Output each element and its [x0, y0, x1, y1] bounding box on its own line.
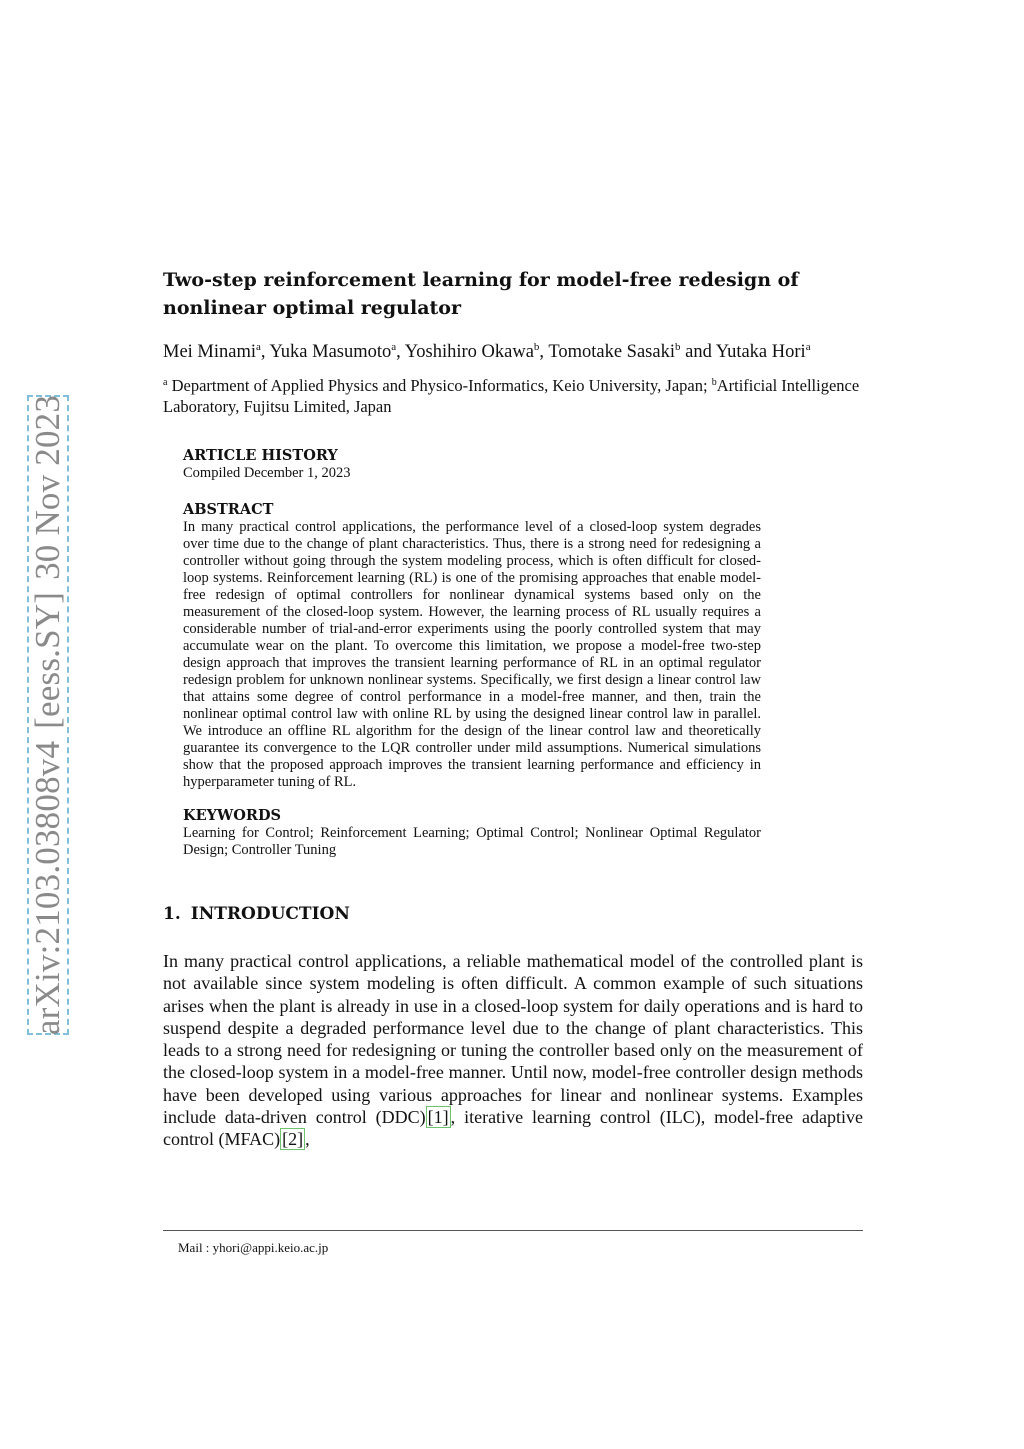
affiliation-mark-b: b	[711, 377, 717, 388]
author-name: Yuka Masumoto	[269, 342, 392, 362]
affiliation-mark-a: a	[163, 377, 168, 388]
author-affiliation-mark: a	[805, 341, 811, 353]
section-heading-introduction	[163, 903, 863, 925]
author-name: Tomotake Sasaki	[548, 342, 675, 362]
affiliation-b: Artificial Intelligence Laboratory, Fujitsu Limited, Japan	[163, 376, 860, 416]
author-affiliation-mark: b	[674, 341, 681, 353]
abstract-text: In many practical control applications, the performance level of a closed-loop system degrades over time due to the change of plant characteristics. Thus, there is a strong need for redesigning a controller without going through the system modeling process, which is often difficult for closed-loop systems. Reinforcement learning (RL) is one of the promising approaches that enable model-free redesign of optimal controllers for nonlinear dynamical systems based only on the measurement of the closed-loop system. However, the learning process of RL usually requires a considerable number of trial-and-error experiments using the poorly controlled system that may accumulate wear on the plant. To overcome this limitation, we propose a model-free two-step design approach that improves the transient learning performance of RL in an optimal regulator redesign problem for unknown nonlinear systems. Specifically, we first design a linear control law that attains some degree of control performance in a model-free manner, and then, train the nonlinear optimal control law with online RL by using the designed linear control law in parallel. We introduce an offline RL algorithm for the design of the linear control law and theoretically guarantee its convergence to the LQR controller under mild assumptions. Numerical simulations show that the proposed approach improves the transient learning performance and efficiency in hyperparameter tuning of RL.	[183, 519, 761, 790]
arxiv-category: [eess.SY]	[28, 591, 67, 729]
author-name: Mei Minami	[163, 342, 257, 362]
arxiv-id: arXiv:2103.03808v4	[28, 740, 67, 1036]
keywords-text: Learning for Control; Reinforcement Learning; Optimal Control; Nonlinear Optimal Regulator Design; Controller Tuning	[183, 825, 761, 858]
abstract	[183, 501, 761, 791]
compiled-date: Compiled December 1, 2023	[183, 465, 351, 481]
author-affiliation-mark: a	[256, 341, 261, 353]
keywords-heading: KEYWORDS	[183, 807, 282, 824]
section-title: INTRODUCTION	[190, 904, 350, 924]
arxiv-date: 30 Nov 2023	[28, 394, 67, 580]
article-history-heading: ARTICLE HISTORY	[183, 447, 338, 464]
author-affiliation-mark: a	[391, 341, 397, 353]
paper-title: Two-step reinforcement learning for model-free redesign of nonlinear optimal regulator	[163, 269, 799, 319]
section-number: 1.	[163, 904, 181, 924]
arxiv-identifier-stamp[interactable]	[27, 395, 69, 1035]
citation-link[interactable]: [1]	[427, 1107, 449, 1128]
author-list: Mei Minami$^a$, Yuka Masumoto$^a$, Yoshihiro Okawa$^b$, Tomotake Sasaki$^b$ and Yutaka Hori$^a$	[163, 341, 811, 362]
affiliations	[163, 375, 863, 417]
keywords	[183, 807, 761, 859]
citation-link[interactable]: [2]	[282, 1129, 304, 1150]
author-name: Yoshihiro Okawa	[404, 342, 534, 362]
footnote-divider	[163, 1230, 863, 1231]
paper-content	[163, 266, 863, 1151]
affiliation-a: Department of Applied Physics and Physico-Informatics, Keio University, Japan;	[167, 376, 712, 395]
footnote-email: Mail : yhori@appi.keio.ac.jp	[178, 1240, 329, 1255]
article-history	[183, 447, 761, 482]
author-affiliation-mark: b	[533, 341, 540, 353]
introduction-paragraph: In many practical control applications, a reliable mathematical model of the controlled plant is not available since system modeling is often difficult. A common example of such situations arises when the plant is already in use in a closed-loop system for daily operations and is hard to suspend despite a degraded performance level due to the change of plant characteristics. This leads to a strong need for redesigning or tuning the controller based only on the measurement of the closed-loop system in a model-free manner. Until now, model-free controller design methods have been developed using various approaches for linear and nonlinear systems. Examples include data-driven control (DDC) [1] , iterative learning control (ILC), model-free adaptive control (MFAC) [2] ,	[163, 951, 863, 1150]
author-name: Yutaka Hori	[715, 342, 806, 362]
abstract-heading: ABSTRACT	[183, 501, 274, 518]
